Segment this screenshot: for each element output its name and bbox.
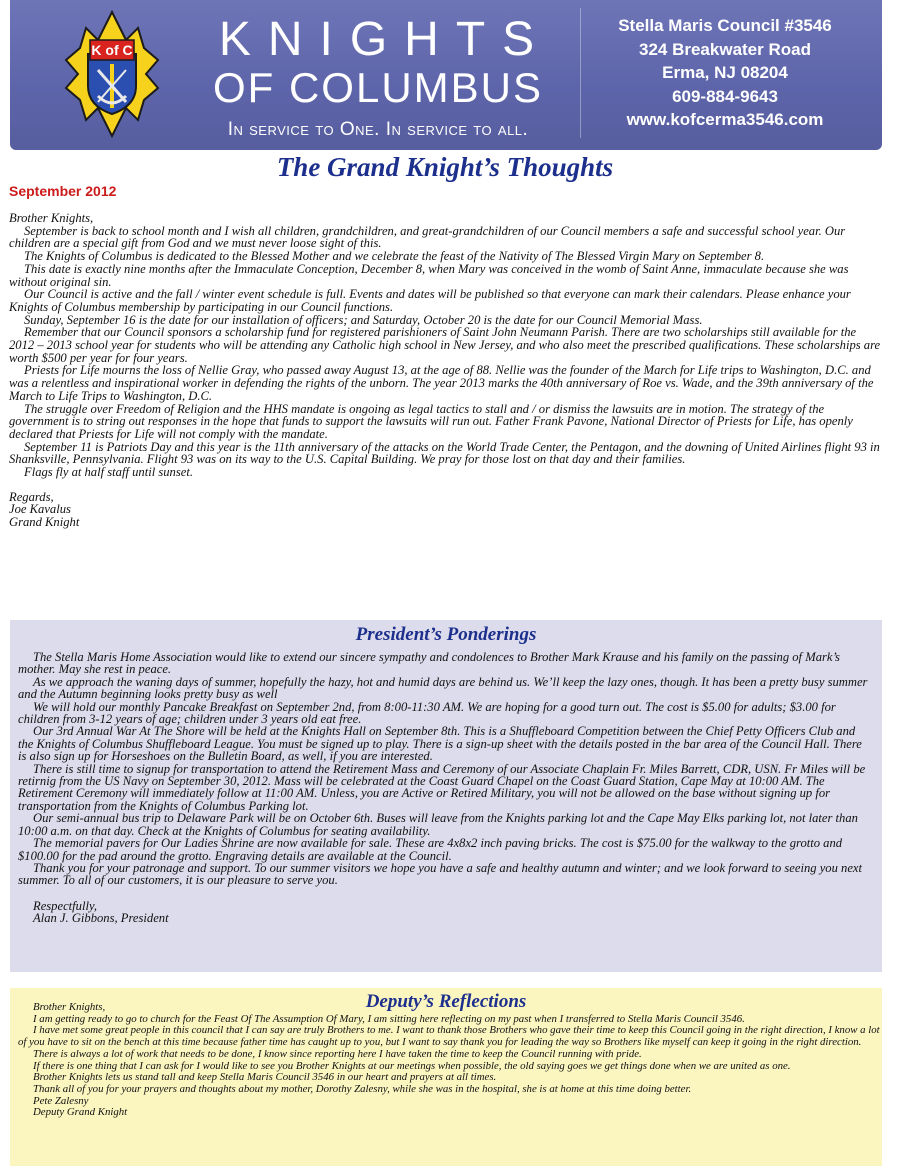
council-phone: 609-884-9643	[672, 86, 778, 106]
pres-paragraph: Our 3rd Annual War At The Shore will be held at the Knights Hall on September 8th. This is a Shuffleboard Competition between the Chief Petty Officers Club and the Knights of Columbus Shuffleboard League. You must be signed up to play. There is a sign-up sheet with the details posted in the bar area of the Council Hall. There is also sign up for Horseshoes on the Bulletin Board, as well, if you are interested.	[18, 724, 862, 764]
gk-paragraph: September 11 is Patriots Day and this year is the 11th anniversary of the attacks on the World Trade Center, the Pentagon, and the downing of United Airlines flight 93 in Shanksville, Pennsylvania. Flight 93 was on its way to the U.S. Capital Building. We pray for those lost on that day and their families.	[9, 439, 880, 467]
pres-closing: Respectfully,	[33, 898, 97, 913]
deputy-article	[18, 1002, 880, 1119]
dep-signer-title: Deputy Grand Knight	[33, 1106, 128, 1119]
president-section	[10, 620, 882, 972]
knights-of-columbus-emblem-icon	[48, 10, 176, 138]
pres-signer: Alan J. Gibbons, President	[33, 911, 169, 926]
gk-salutation: Brother Knights,	[9, 211, 94, 225]
dep-signer: Pete Zalesny	[33, 1094, 89, 1107]
gk-paragraph: The struggle over Freedom of Religion and the HHS mandate is ongoing as legal tactics to stall and / or dismiss the lawsuits are in motion. The strategy of the government is to string out responses in the hope that funds to support the lawsuits will run out. Father Frank Pavone, National Director of Priests for Life, has openly declared that Priests for Life will not comply with the mandate.	[9, 401, 853, 441]
council-address: 324 Breakwater Road	[639, 39, 811, 59]
council-website[interactable]: www.kofcerma3546.com	[626, 110, 824, 129]
dep-paragraph: I am getting ready to go to church for the Feast Of The Assumption Of Mary, I am sitting here reflecting on my past when I transferred to Stella Maris Council 3546.	[33, 1012, 745, 1025]
pres-paragraph: Our semi-annual bus trip to Delaware Park will be on October 6th. Buses will leave from the Knights parking lot and the Cape May Elks parking lot, not later than 10:00 a.m. on that day. Check at the Knights of Columbus for seating availability.	[18, 811, 858, 838]
gk-signer-title: Grand Knight	[9, 515, 80, 530]
org-name-line2: OF COLUMBUS	[212, 64, 544, 111]
grand-knight-title: The Grand Knight’s Thoughts	[276, 152, 614, 182]
gk-paragraph: Priests for Life mourns the loss of Nellie Gray, who passed away August 13, at the age of 88. Nellie was the founder of the March for Life trips to Washington, D.C. and was a relentless and inspirational worker in defending the rights of the unborn. The year 2013 marks the 40th anniversary of Roe vs. Wade, and the 39th anniversary of the March to Life Trips to Washington, D.C.	[9, 363, 874, 403]
gk-paragraph: Our Council is active and the fall / winter event schedule is full. Events and dates will be published so that everyone can mark their calendars. Please enhance your Knights of Columbus membership by participating in our Council functions.	[9, 287, 851, 314]
deputy-section	[10, 988, 882, 1166]
organization-name	[188, 14, 568, 144]
pres-paragraph: The memorial pavers for Our Ladies Shrine are now available for sale. These are 4x8x2 inch paving bricks. The cost is $75.00 for the walkway to the grotto and $100.00 for the pad around the grotto. Engraving details are available at the Council.	[18, 836, 843, 863]
council-city: Erma, NJ 08204	[662, 63, 788, 82]
pres-paragraph: We will hold our monthly Pancake Breakfast on September 2nd, from 8:00-11:30 AM. We are hoping for a good turn out. The cost is $5.00 for adults; $3.00 for children from 3-12 years of age; children under 3 years old eat free.	[18, 699, 836, 727]
pres-paragraph: The Stella Maris Home Association would like to extend our sincere sympathy and condolences to Brother Mark Krause and his family on the passing of Mark’s mother. May she rest in peace.	[18, 650, 840, 677]
org-tagline: In service to One. In service to all.	[227, 119, 529, 140]
pres-paragraph: Thank you for your patronage and support. To our summer visitors we hope you have a safe and healthy autumn and winter; and we look forward to seeing you next summer. To all of our customers, it is our pleasure to serve you.	[18, 860, 863, 888]
issue-date: September 2012	[9, 183, 117, 199]
dep-paragraph: If there is one thing that I can ask for I would like to see you Brother Knights at our meetings when possible, the old saying goes we get things done when we are united as one.	[33, 1059, 791, 1072]
emblem-text: K of C	[91, 42, 133, 58]
gk-paragraph: The Knights of Columbus is dedicated to the Blessed Mother and we celebrate the feast of the Nativity of The Blessed Virgin Mary on September 8.	[24, 249, 765, 264]
dep-paragraph: There is always a lot of work that needs to be done, I know since reporting here I have taken the time to keep the Council running with pride.	[33, 1047, 642, 1060]
gk-closing: Regards,	[9, 489, 54, 504]
pres-paragraph: There is still time to signup for transportation to attend the Retirement Mass and Ceremony of our Associate Chaplain Fr. Miles Barrett, CDR, USN. Fr Miles will be retirnig from the US Navy on September 30, 2012. Mass will be celebrated at the Coast Guard Chapel on the Coast Guard Station, Cape May at 10:00 AM. The Retirement Ceremony will immediately follow at 11:00 AM. Unless, you are Active or Retired Military, you will not be allowed on the base without signing up for transportation from the Knights of Columbus Parking lot.	[18, 761, 866, 813]
dep-salutation: Brother Knights,	[33, 1001, 106, 1013]
gk-paragraph: Remember that our Council sponsors a scholarship fund for registered parishioners of Saint John Neumann Parish. There are two scholarships still available for the 2012 – 2013 school year for students who will be attending any Catholic high school in New Jersey, and who also meet the prescribed qualifications. These scholarships are worth $500 per year for four years.	[9, 325, 881, 365]
org-name-line1: KNIGHTS	[218, 13, 552, 66]
grand-knight-article	[9, 212, 883, 529]
gk-signer: Joe Kavalus	[9, 502, 71, 517]
president-article	[18, 651, 873, 925]
gk-paragraph: September is back to school month and I wish all children, grandchildren, and great-grandchildren of our Council members a safe and successful school year. Our children are a special gift from God and we must never loose sight of this.	[9, 223, 846, 251]
pres-paragraph: As we approach the waning days of summer, hopefully the hazy, hot and humid days are behind us. We’ll keep the lazy ones, though. It has been a pretty busy summer and the Autumn beginning looks pretty busy as well	[18, 674, 868, 702]
dep-paragraph: I have met some great people in this council that I can say are truly Brothers to me. I want to thank those Brothers who gave their time to keep this Council going in the right direction, I know a lot of you have to sit on the bench at this time because father time has caught up to you, but I want to say thank you for leading the way so Brothers like myself can keep it going in the right direction.	[18, 1024, 880, 1049]
header-divider	[580, 8, 581, 138]
gk-paragraph: This date is exactly nine months after the Immaculate Conception, December 8, when Mary was conceived in the womb of Saint Anne, immaculate because she was without original sin.	[9, 261, 849, 289]
dep-paragraph: Thank all of you for your prayers and thoughts about my mother, Dorothy Zalesny, while she was in the hospital, she is at home at this time doing better.	[33, 1082, 692, 1095]
gk-paragraph: Sunday, September 16 is the date for our installation of officers; and Saturday, October 20 is the date for our Council Memorial Mass.	[24, 312, 703, 327]
president-title: President’s Ponderings	[355, 624, 537, 645]
council-contact-block	[585, 14, 865, 132]
gk-paragraph: Flags fly at half staff until sunset.	[24, 465, 193, 480]
newsletter-header	[10, 0, 882, 150]
council-name: Stella Maris Council #3546	[618, 16, 832, 35]
dep-paragraph: Brother Knights lets us stand tall and keep Stella Maris Council 3546 in our heart and prayers at all times.	[33, 1071, 497, 1084]
deputy-title: Deputy’s Reflections	[365, 991, 527, 1012]
